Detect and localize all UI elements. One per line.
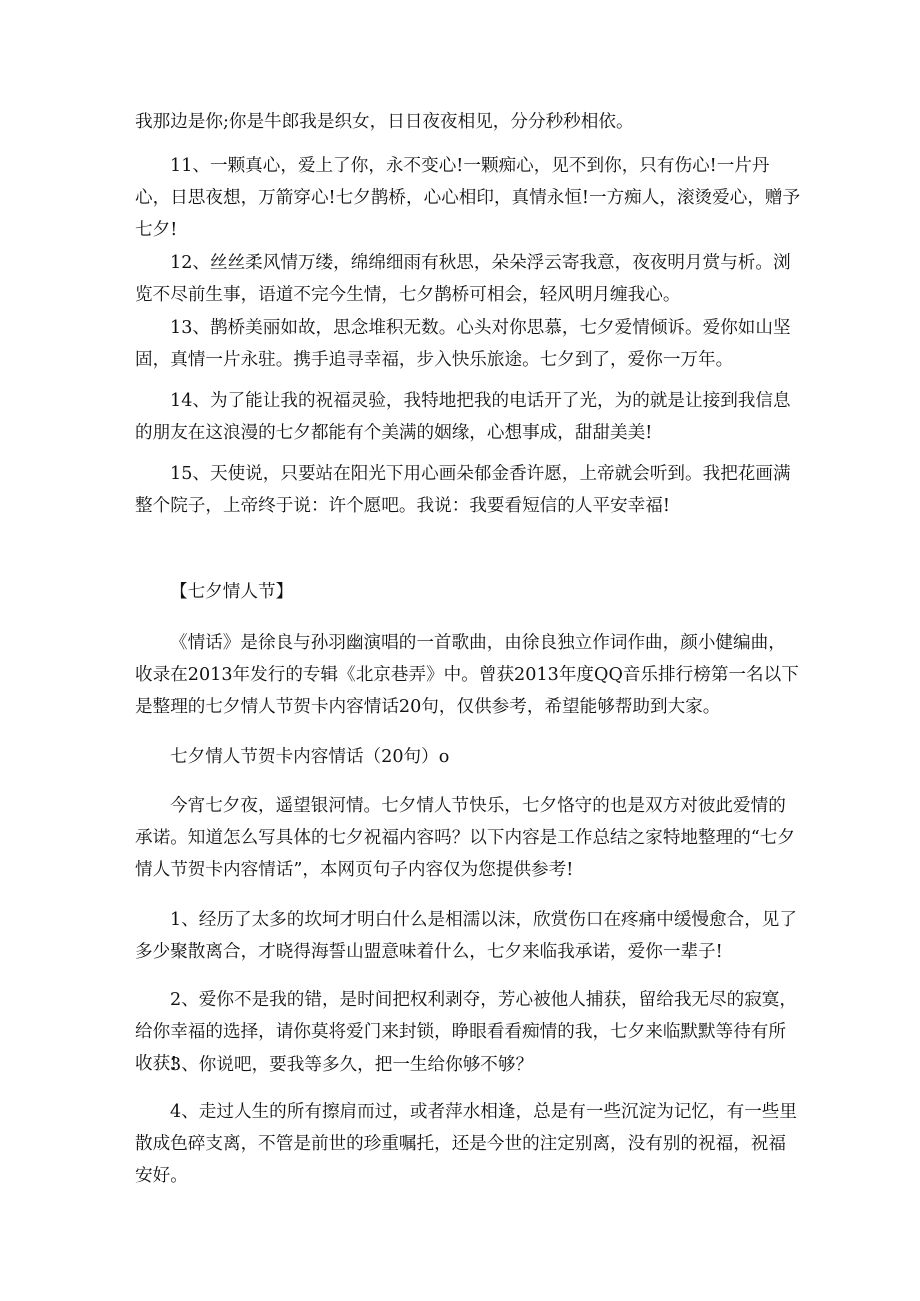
continuation-paragraph: 我那边是你;你是牛郎我是织女，日日夜夜相见，分分秒秒相依。 [135,112,634,132]
section-heading: 【七夕情人节】 [170,582,294,602]
wish-paragraph-3: 3、你说吧，要我等多久，把一生给你够不够？ [170,1055,534,1075]
preface-paragraph: 今宵七夕夜，遥望银河情。七夕情人节快乐，七夕恪守的也是双方对彼此爱情的承诺。知道怎么写具体的七夕祝福内容吗？以下内容是工作总结之家特地整理的“七夕情人节贺卡内容情话”，本网页句子内容仅为您提供参考! [135,796,795,880]
wish-paragraph-15: 15、天使说，只要站在阳光下用心画朵郁金香许愿，上帝就会听到。我把花画满整个院子，上帝终于说：许个愿吧。我说：我要看短信的人平安幸福! [135,464,791,516]
wish-paragraph-1: 1、经历了太多的坎坷才明白什么是相濡以沫，欣赏伤口在疼痛中缓慢愈合，见了多少聚散离合，才晓得海誓山盟意味着什么，七夕来临我承诺，爱你一辈子! [135,910,797,962]
wish-paragraph-14: 14、为了能让我的祝福灵验，我特地把我的电话开了光，为的就是让接到我信息的朋友在这浪漫的七夕都能有个美满的姻缘，心想事成，甜甜美美! [135,391,791,443]
wish-paragraph-13: 13、鹊桥美丽如故，思念堆积无数。心头对你思慕，七夕爱情倾诉。爱你如山坚固，真情一片永驻。携手追寻幸福，步入快乐旅途。七夕到了，爱你一万年。 [135,318,791,370]
wish-paragraph-2: 2、爱你不是我的错，是时间把权利剥夺，芳心被他人捕获，留给我无尽的寂寞，给你幸福的选择，请你莫将爱门来封锁，睁眼看看痴情的我，七夕来临默默等待有所收获! [135,990,797,1074]
subtitle-line: 七夕情人节贺卡内容情话（20句）o [170,747,450,767]
wish-paragraph-4: 4、走过人生的所有擦肩而过，或者萍水相逢，总是有一些沉淀为记忆，有一些里散成色碎支离，不管是前世的珍重嘱托，还是今世的注定别离，没有别的祝福，祝福安好。 [135,1102,797,1186]
intro-paragraph: 《情话》是徐良与孙羽幽演唱的一首歌曲，由徐良独立作词作曲，颜小健编曲，收录在2013年发行的专辑《北京巷弄》中。曾获2013年度QQ音乐排行榜第一名以下是整理的七夕情人节贺卡内容情话20句，仅供参考，希望能够帮助到大家。 [135,633,799,717]
wish-paragraph-12: 12、丝丝柔风情万缕，绵绵细雨有秋思，朵朵浮云寄我意，夜夜明月赏与析。浏览不尽前生事，语道不完今生情，七夕鹊桥可相会，轻风明月缠我心。 [135,253,791,305]
wish-paragraph-11: 11、一颗真心，爱上了你，永不变心!一颗痴心，见不到你，只有伤心!一片丹心，日思夜想，万箭穿心!七夕鹊桥，心心相印，真情永恒!一方痴人，滚烫爱心，赠予七夕! [135,156,801,240]
